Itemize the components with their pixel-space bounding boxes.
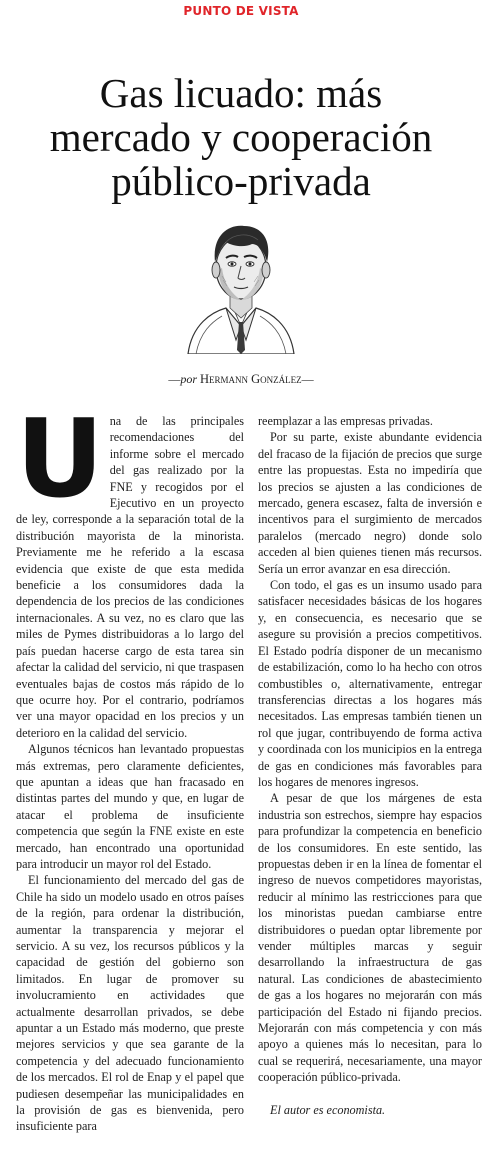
author-portrait-icon bbox=[182, 206, 300, 354]
article-paragraph: Por su parte, existe abundante evidencia del fracaso de la fijación de precios que surge entre las propuestas. Esta no impediría que los precios se ajusten a las condiciones de mercado, genera escasez, falta de inversión e incentivos para el surgimiento de mercados paralelos (mercado negro) donde solo acceden al bien quienes tienen más recursos. Sería un error avanzar en esa dirección. bbox=[258, 430, 482, 576]
section-kicker-text: PUNTO DE VISTA bbox=[183, 4, 299, 18]
headline-line-2: mercado y cooperación bbox=[49, 114, 433, 161]
article-paragraph: Con todo, el gas es un insumo usado para satisfacer necesidades básicas de los hogares y, en consecuencia, es necesario que se asegure su provisión a precios competitivos. El Estado podría disponer de un mecanismo de estabilización, como lo ha hecho con otros combustibles o, alternativamente, entregar transferencias directas a los hogares más necesitados. Las empresas también tienen un rol que jugar, contribuyendo de forma activa y coordinada con los municipios en la entrega de gas en condiciones más favorables para los hogares de menores ingresos. bbox=[258, 578, 482, 789]
byline: —por Hermann González— bbox=[168, 372, 314, 386]
paragraph-text: na de las principales recomendaciones del informe sobre el mercado del gas realizado por la FNE y recogidos por el Ejecutivo en un proyecto de ley, corresponde a la separación total de la distribución mayorista de la minorista. Previamente me he referido a la escasa evidencia que existe de que esta medida beneficie a los consumidores dada la dependencia de los precios de las condiciones internacionales. A su vez, no es claro que las miles de Pymes distribuidoras a lo largo del país puedan hacerse cargo de esta tarea sin afectar la calidad del servicio, ni que traspasen eventuales bajas de costos más rápido de lo que ocurre hoy. Por el contrario, podríamos ver una mayor opacidad en los precios y un deterioro en la calidad del servicio. bbox=[16, 414, 244, 740]
author-signature: El autor es economista. bbox=[270, 1102, 386, 1117]
article-paragraph: Algunos técnicos han levantado propuestas más extremas, pero claramente deficientes, que apuntan a ideas que han fracasado en distintas partes del mundo y que, en lugar de atacar el problema de insuficiente competencia que según la FNE existe en este mercado, han encontrado una oportunidad para introducir un mayor rol del Estado. bbox=[16, 742, 244, 871]
article-column-left bbox=[16, 397, 244, 1135]
headline-line-1: Gas licuado: más bbox=[99, 70, 383, 117]
drop-cap: U bbox=[16, 397, 104, 522]
article-column-right bbox=[258, 413, 482, 1118]
article-headline bbox=[10, 71, 472, 203]
article-paragraph bbox=[16, 397, 244, 741]
article-paragraph: A pesar de que los márgenes de esta industria son estrechos, siempre hay espacios para profundizar la competencia en beneficio de los consumidores. En este sentido, las propuestas deben ir en la línea de fomentar el ingreso de nuevos competidores mayoristas, reducir al mínimo las restricciones para que los minoristas puedan cambiarse entre distribuidores o puedan optar libremente por vender múltiples marcas y seguir desarrollando la infraestructura de gas natural. Las condiciones de abastecimiento de gas a los hogares no mejorarán con más participación del Estado ni fijando precios. Mejorarán con más competencia y con más apoyo a quienes más lo necesitan, para lo cual se requerirá, necesariamente, una mayor cooperación público-privada. bbox=[258, 791, 482, 1085]
section-kicker bbox=[0, 4, 482, 18]
article-paragraph: reemplazar a las empresas privadas. bbox=[258, 414, 433, 428]
byline-prefix: por bbox=[180, 372, 197, 386]
author-name: Hermann González bbox=[200, 372, 302, 386]
headline-line-3: público-privada bbox=[111, 158, 371, 205]
article-paragraph: El funcionamiento del mercado del gas de Chile ha sido un modelo usado en otros países de la región, para ordenar la distribución, aumentar la transparencia y mejorar el servicio. A su vez, los recursos públicos y la capacidad de gestión del gobierno son limitados. En lugar de promover su involucramiento en actividades que actualmente desarrollan privados, se debe apuntar a un Estado más moderno, que preste mejores servicios y que sea garante de la competencia y del adecuado funcionamiento de los mercados. El rol de Enap y el papel que pudiesen desempeñar las municipalidades en la provisión de gas es bienvenida, pero insuficiente para bbox=[16, 873, 244, 1134]
